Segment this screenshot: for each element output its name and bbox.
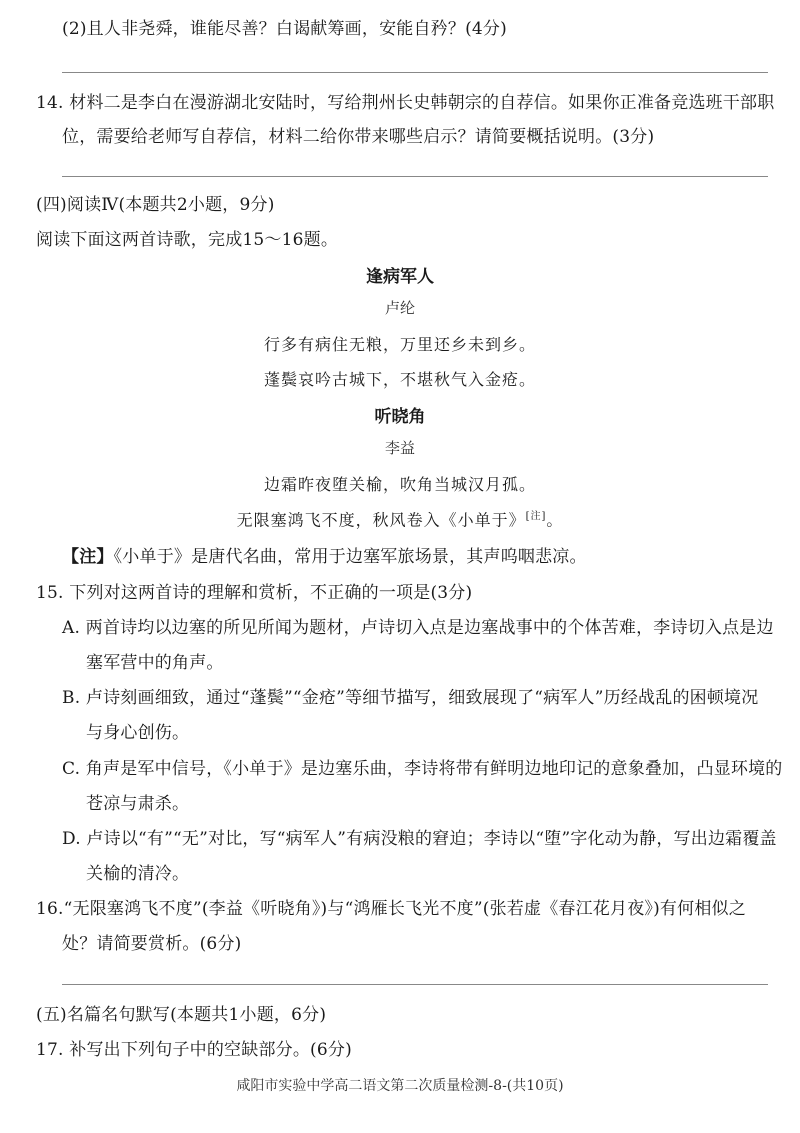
option-b-line2: 与身心创伤。: [86, 723, 190, 743]
poem2-line2-end: 。: [546, 510, 564, 530]
sub-question-2: (2)且人非尧舜，谁能尽善？白谒献筹画，安能自矜？(4分): [62, 19, 507, 39]
poem1-line1: 行多有病住无粮，万里还乡未到乡。: [263, 335, 536, 354]
poem-note: [62, 542, 587, 567]
question-17-line1: 17. 补写出下列句子中的空缺部分。(6分): [36, 1040, 352, 1060]
poem2-author: 李益: [384, 439, 415, 457]
page-footer: 咸阳市实验中学高二语文第二次质量检测-8-(共10页): [236, 1078, 564, 1094]
section-5-heading: (五)名篇名句默写(本题共1小题，6分): [36, 1005, 327, 1025]
note-marker: [注]: [525, 511, 547, 522]
poem1-line2: 蓬鬓哀吟古城下，不堪秋气入金疮。: [263, 370, 536, 389]
question-16-line1: 16.“无限塞鸿飞不度”(李益《听晓角》)与“鸿雁长飞光不度”(张若虚《春江花月夜》)有何相似之: [36, 899, 746, 919]
option-d-line1: D. 卢诗以“有”“无”对比，写“病军人”有病没粮的窘迫；李诗以“堕”字化动为静，写出边霜覆盖: [62, 829, 777, 849]
poem2-line1: 边霜昨夜堕关榆，吹角当城汉月孤。: [263, 475, 536, 494]
option-c-line2: 苍凉与肃杀。: [86, 794, 190, 814]
option-d-line2: 关榆的清冷。: [86, 864, 190, 884]
section-4-instruction: 阅读下面这两首诗歌，完成15～16题。: [36, 230, 339, 250]
section-4-heading: (四)阅读Ⅳ(本题共2小题，9分): [36, 195, 275, 215]
poem2-title: 听晓角: [374, 407, 426, 427]
poem1-author: 卢纶: [384, 299, 415, 317]
answer-line: [62, 984, 768, 985]
question-14-line1: 14. 材料二是李白在漫游湖北安陆时，写给荆州长史韩朝宗的自荐信。如果你正准备竞选班干部职: [36, 93, 775, 113]
poem2-line2-text: 无限塞鸿飞不度，秋风卷入《小单于》: [236, 510, 526, 530]
option-a-line2: 塞军营中的角声。: [86, 653, 224, 673]
option-b-line1: B. 卢诗刻画细致，通过“蓬鬓”“金疮”等细节描写，细致展现了“病军人”历经战乱的困顿境况: [62, 688, 759, 708]
question-16-line2: 处？请简要赏析。(6分): [62, 934, 242, 954]
poem1-title: 逢病军人: [366, 267, 434, 287]
question-14-line2: 位，需要给老师写自荐信，材料二给你带来哪些启示？请简要概括说明。(3分): [62, 127, 655, 147]
answer-line: [62, 176, 768, 177]
question-15-stem: 15. 下列对这两首诗的理解和赏析，不正确的一项是(3分): [36, 583, 473, 603]
poem2-line2: [0, 507, 800, 530]
option-c-line1: C. 角声是军中信号，《小单于》是边塞乐曲，李诗将带有鲜明边地印记的意象叠加，凸显环境的: [62, 759, 783, 779]
note-label: 【注】: [62, 547, 114, 567]
note-text: 《小单于》是唐代名曲，常用于边塞军旅场景，其声呜咽悲凉。: [113, 547, 587, 567]
option-a-line1: A. 两首诗均以边塞的所见所闻为题材，卢诗切入点是边塞战事中的个体苦难，李诗切入点是边: [62, 618, 774, 638]
answer-line: [62, 72, 768, 73]
